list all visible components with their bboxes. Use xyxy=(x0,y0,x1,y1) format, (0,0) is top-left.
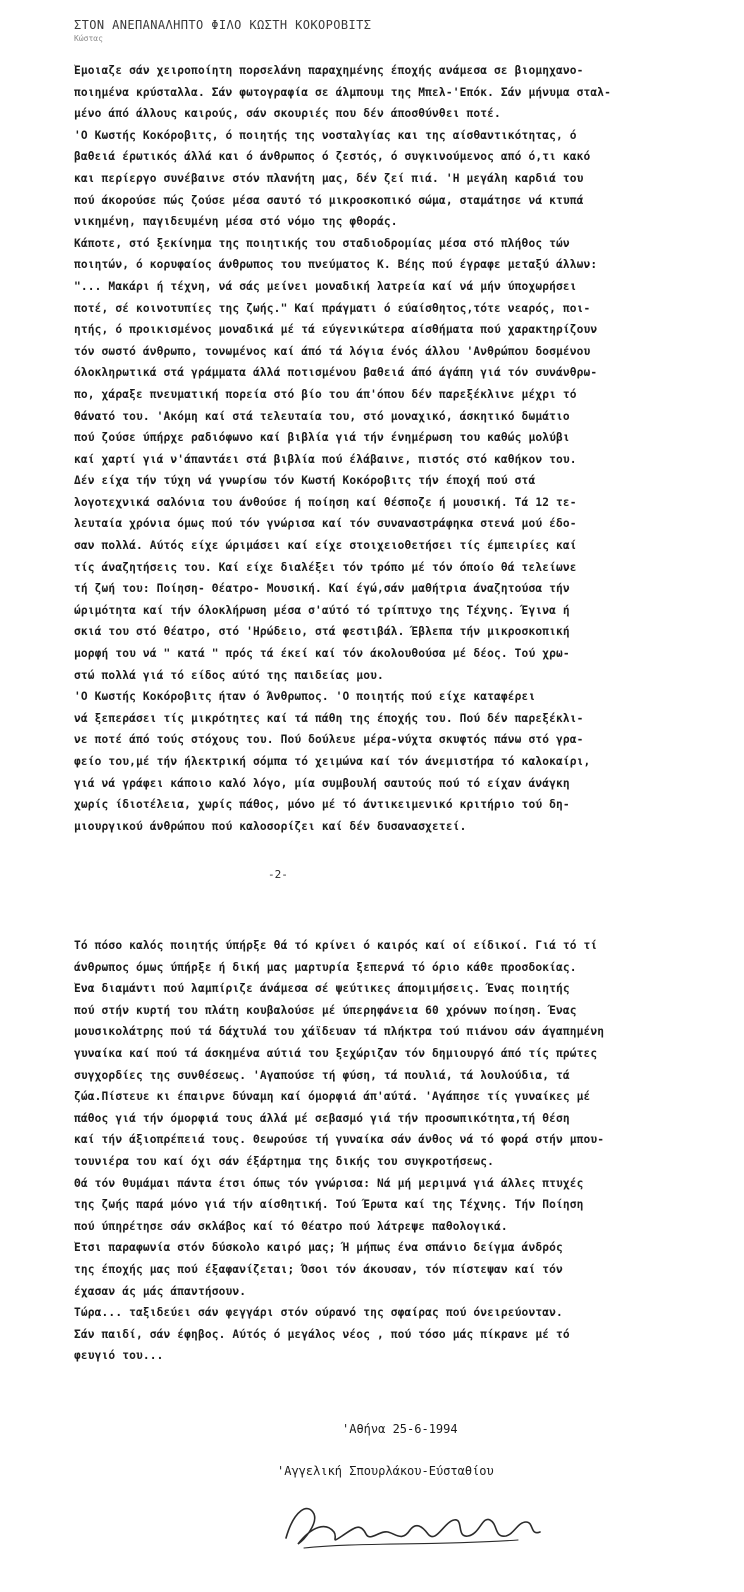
text-line: θάνατό του. 'Ακόμη καί στά τελευταία του, στό μοναχικό, άσκητικό δωμάτιο xyxy=(74,409,570,423)
text-line: βαθειά έρωτικός άλλά και ό άνθρωπος ό ζεστός, ό συγκινούμενος από ό,τι κακό xyxy=(74,150,591,164)
text-line: μορφή του νά " κατά " πρός τά έκεί καί τόν άκολουθούσα μέ δέος. Τού χρω- xyxy=(74,647,570,661)
text-line: άνθρωπος όμως ύπήρξε ή δική μας μαρτυρία ξεπερνά τό όριο κάθε προσδοκίας. xyxy=(74,960,577,974)
page-number: -2- xyxy=(268,868,288,881)
text-line: γυναίκα καί πού τά άσκημένα αύτιά του ξεχώριζαν τόν δημιουργό άπό τίς πρώτες xyxy=(74,1046,598,1060)
text-line: ποιημένα κρύσταλλα. Σάν φωτογραφία σε άλμπουμ της Μπελ-'Επόκ. Σάν μήνυμα σταλ- xyxy=(74,85,612,99)
text-line: έχασαν άς μάς άπαντήσουν. xyxy=(74,1284,247,1298)
text-line: πού στήν κυρτή του πλάτη κουβαλούσε μέ ύπερηφάνεια 60 χρόνων ποίηση. Ένας xyxy=(74,1003,577,1017)
text-line: ποτέ, σέ κοινοτυπίες της ζωής." Καί πράγματι ό εύαίσθητος,τότε νεαρός, ποι- xyxy=(74,301,591,315)
text-line: νικημένη, παγιδευμένη μέσα στό νόμο της φθοράς. xyxy=(74,215,398,229)
text-line: λευταία χρόνια όμως πού τόν γνώρισα καί τόν συναναστράφηκα στενά μού έδο- xyxy=(74,517,577,531)
text-line: "... Μακάρι ή τέχνη, νά σάς μείνει μοναδική λατρεία καί νά μήν ύποχωρήσει xyxy=(74,279,577,293)
text-line: Δέν είχα τήν τύχη νά γνωρίσω τόν Κωστή Κοκόροβιτς τήν έποχή πού στά xyxy=(74,474,536,488)
text-line: γιά νά γράφει κάποιο καλό λόγο, μία συμβουλή σαυτούς πού τό είχαν άνάγκη xyxy=(74,776,570,790)
text-line: ητής, ό προικισμένος μοναδικά μέ τά εύγενικώτερα αίσθήματα πού χαρακτηρίζουν xyxy=(74,323,598,337)
body-section-1 xyxy=(74,60,714,837)
text-line: φείο του,μέ τήν ήλεκτρική σόμπα τό χειμώνα καί τόν άνεμιστήρα τό καλοκαίρι, xyxy=(74,755,591,768)
text-line: και περίεργο συνέβαινε στόν πλανήτη μας, δέν ζεί πιά. 'Η μεγάλη καρδιά του xyxy=(74,171,584,185)
text-line: μένο άπό άλλους καιρούς, σάν σκουριές που δέν άποσθύνθει ποτέ. xyxy=(74,107,501,121)
text-line: τίς άναζητήσεις του. Καί είχε διαλέξει τόν τρόπο μέ τόν όποίο θά τελείωνε xyxy=(74,560,577,574)
text-line: Θά τόν θυμάμαι πάντα έτσι όπως τόν γνώρισα: Νά μή μεριμνά γιά άλλες πτυχές xyxy=(74,1176,584,1190)
text-line: Έτσι παραφωνία στόν δύσκολο καιρό μας; Ή μήπως ένα σπάνιο δείγμα άνδρός xyxy=(74,1241,563,1255)
text-line: συγχορδίες της συνθέσεως. 'Αγαπούσε τή φύση, τά πουλιά, τά λουλούδια, τά xyxy=(74,1068,570,1082)
signature-icon xyxy=(268,1492,568,1560)
text-line: μιουργικού άνθρώπου πού καλοσορίζει καί δέν δυσανασχετεί. xyxy=(74,819,467,833)
text-line: 'Ο Κωστής Κοκόροβιτς ήταν ό Άνθρωπος. 'Ο ποιητής πού είχε καταφέρει xyxy=(74,690,536,704)
text-line: της ζωής παρά μόνο γιά τήν αίσθητική. Τού Έρωτα καί της Τέχνης. Τήν Ποίηση xyxy=(74,1198,584,1212)
text-line: σκιά του στό θέατρο, στό 'Ηρώδειο, στά φεστιβάλ. Έβλεπα τήν μικροσκοπική xyxy=(74,625,570,639)
text-line: σαν πολλά. Αύτός είχε ώριμάσει καί είχε στοιχειοθετήσει τίς έμπειρίες καί xyxy=(74,539,577,553)
text-line: στώ πολλά γιά τό είδος αύτό της παιδείας μου. xyxy=(74,668,384,682)
text-line: Ένα διαμάντι πού λαμπίριζε άνάμεσα σέ ψεύτικες άπομιμήσεις. Ένας ποιητής xyxy=(74,982,570,996)
text-line: ζώα.Πίστευε κι έπαιρνε δύναμη καί όμορφιά άπ'αύτά. 'Αγάπησε τίς γυναίκες μέ xyxy=(74,1090,591,1104)
text-line: Τώρα... ταξιδεύει σάν φεγγάρι στόν ούρανό της σφαίρας πού όνειρεύονταν. xyxy=(74,1306,563,1320)
text-line: Έμοιαζε σάν χειροποίητη πορσελάνη παραχημένης έποχής ανάμεσα σε βιομηχανο- xyxy=(74,64,584,77)
text-line: τόν σωστό άνθρωπο, τονωμένος καί άπό τά λόγια ένός άλλου 'Ανθρώπου δοσμένου xyxy=(74,344,591,358)
text-line: πάθος γιά τήν όμορφιά τους άλλά μέ σεβασμό γιά τήν προσωπικότητα,τή θέση xyxy=(74,1111,570,1125)
closing-date: 'Αθήνα 25-6-1994 xyxy=(342,1422,458,1436)
text-line: ώριμότητα καί τήν όλοκλήρωση μέσα σ'αύτό τό τρίπτυχο της Τέχνης. Έγινα ή xyxy=(74,603,570,617)
text-line: πού άκορούσε πώς ζούσε μέσα σαυτό τό μικροσκοπικό σώμα, σταμάτησε νά κτυπά xyxy=(74,193,584,207)
text-line: Κάποτε, στό ξεκίνημα της ποιητικής του σταδιοδρομίας μέσα στό πλήθος τών xyxy=(74,236,570,250)
text-line: όλοκληρωτικά στά γράμματα άλλά ποτισμένου βαθειά άπό άγάπη γιά τόν συνάνθρω- xyxy=(74,366,598,380)
text-line: τή ζωή του: Ποίηση- Θέατρο- Μουσική. Καί έγώ,σάν μαθήτρια άναζητούσα τήν xyxy=(74,582,570,596)
text-line: 'Ο Κωστής Κοκόροβιτς, ό ποιητής της νοσταλγίας και της αίσθαντικότητας, ό xyxy=(74,128,577,142)
text-line: νε ποτέ άπό τούς στόχους του. Πού δούλευε μέρα-νύχτα σκυφτός πάνω στό γρα- xyxy=(74,733,584,747)
text-line: φευγιό του... xyxy=(74,1349,164,1363)
text-line: πο, χάραξε πνευματική πορεία στό βίο του άπ'όπου δέν παρεξέκλινε μέχρι τό xyxy=(74,387,577,401)
text-line: πού ύπηρέτησε σάν σκλάβος καί τό Θέατρο πού λάτρεψε παθολογικά. xyxy=(74,1219,508,1233)
text-line: Τό πόσο καλός ποιητής ύπήρξε θά τό κρίνει ό καιρός καί οί είδικοί. Γιά τό τί xyxy=(74,939,598,952)
body-section-2 xyxy=(74,935,714,1367)
text-line: τουνιέρα του καί όχι σάν έξάρτημα της δικής του συγκροτήσεως. xyxy=(74,1154,495,1168)
text-line: Σάν παιδί, σάν έφηβος. Αύτός ό μεγάλος νέος , πού τόσο μάς πίκρανε μέ τό xyxy=(74,1327,570,1341)
text-line: ποιητών, ό κορυφαίος άνθρωπος του πνεύματος Κ. Βέης πού έγραφε μεταξύ άλλων: xyxy=(74,258,598,272)
text-line: λογοτεχνικά σαλόνια του άνθούσε ή ποίηση καί θέσποζε ή μουσική. Τά 12 τε- xyxy=(74,495,577,509)
text-line: της έποχής μας πού έξαφανίζεται; Όσοι τόν άκουσαν, τόν πίστεψαν καί τόν xyxy=(74,1262,563,1276)
document-title: ΣΤΟΝ ΑΝΕΠΑΝΑΛΗΠΤΟ ΦΙΛΟ ΚΩΣΤΗ ΚΟΚΟΡΟΒΙΤΣ xyxy=(74,18,372,32)
text-line: μουσικολάτρης πού τά δάχτυλά του χάϊδευαν τά πλήκτρα τού πιάνου σάν άγαπημένη xyxy=(74,1025,605,1039)
text-line: χωρίς ίδιοτέλεια, χωρίς πάθος, μόνο μέ τό άντικειμενικό κριτήριο τού δη- xyxy=(74,798,570,812)
author-name: 'Αγγελική Σπουρλάκου-Εύσταθίου xyxy=(277,1464,494,1478)
text-line: πού ζούσε ύπήρχε ραδιόφωνο καί βιβλία γιά τήν ένημέρωση του καθώς μολύβι xyxy=(74,431,570,445)
text-line: καί χαρτί γιά ν'άπαντάει στά βιβλία πού έλάβαινε, πιστός στό καθήκον του. xyxy=(74,452,577,466)
text-line: νά ξεπεράσει τίς μικρότητες καί τά πάθη της έποχής του. Πού δέν παρεξέκλι- xyxy=(74,711,584,725)
document-subtitle: Κώστας xyxy=(74,34,103,43)
text-line: καί τήν άξιοπρέπειά τους. Θεωρούσε τή γυναίκα σάν άνθος νά τό φορά στήν μπου- xyxy=(74,1133,605,1147)
